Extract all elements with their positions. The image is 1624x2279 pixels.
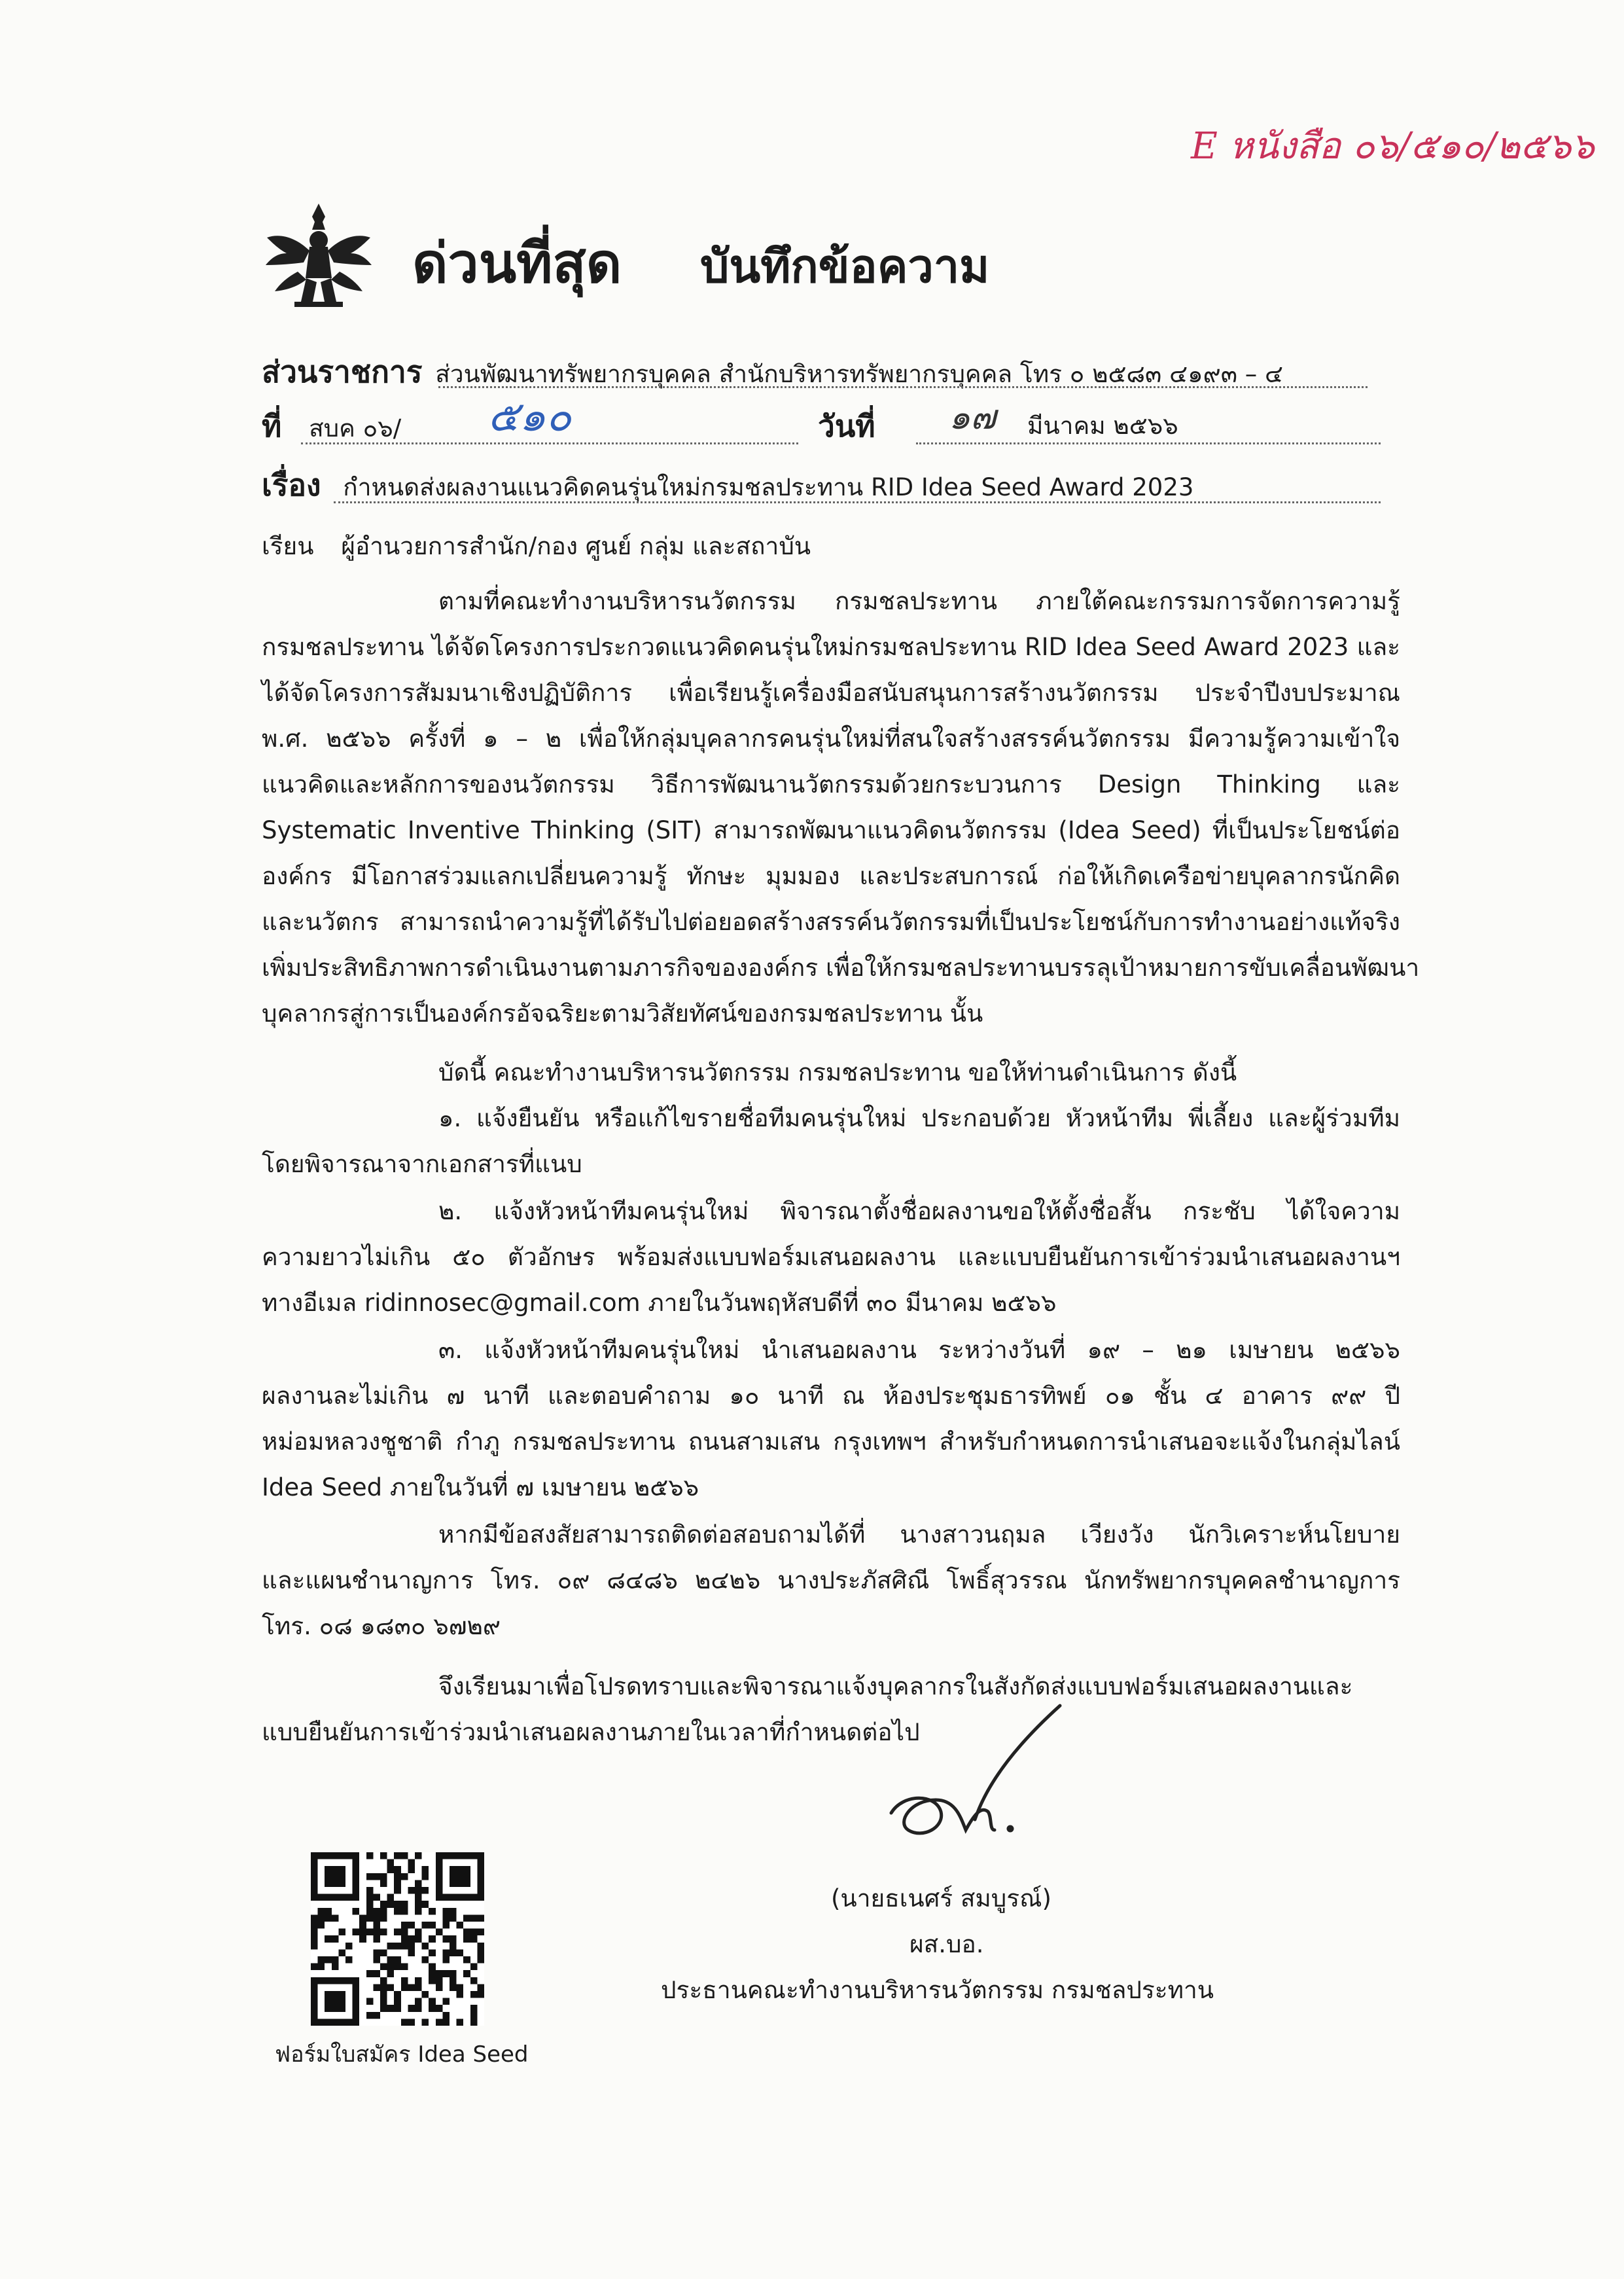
ref-row — [262, 408, 402, 444]
qr-code-icon — [311, 1852, 484, 2026]
body-line: ความยาวไม่เกิน ๕๐ ตัวอักษร พร้อมส่งแบบฟอร์มเสนอผลงาน และแบบยืนยันการเข้าร่วมนำเสนอผลงานฯ — [262, 1243, 1400, 1271]
body-line: ๑. แจ้งยืนยัน หรือแก้ไขรายชื่อทีมคนรุ่นใหม่ ประกอบด้วย หัวหน้าทีม พี่เลี้ยง และผู้ร่วมทีม — [438, 1104, 1400, 1132]
urgency-label: ด่วนที่สุด — [412, 231, 622, 295]
signatory-title: ประธานคณะทำงานบริหารนวัตกรรม กรมชลประทาน — [661, 1976, 1214, 2004]
ref-value: สบค ๐๖/ — [309, 414, 402, 442]
body-line: ผลงานละไม่เกิน ๗ นาที และตอบคำถาม ๑๐ นาที ณ ห้องประชุมธารทิพย์ ๐๑ ชั้น ๔ อาคาร ๙๙ ปี — [262, 1382, 1400, 1410]
body-line: บัดนี้ คณะทำงานบริหารนวัตกรรม กรมชลประทาน ขอให้ท่านดำเนินการ ดังนี้ — [438, 1058, 1237, 1086]
body-line: โดยพิจารณาจากเอกสารที่แนบ — [262, 1150, 582, 1178]
salutation-row — [262, 534, 811, 558]
handwritten-document-number: E หนังสือ ๐๖/๕๑๐/๒๕๖๖ — [1191, 125, 1595, 168]
subject-row — [262, 467, 1194, 503]
ref-dotted-line — [301, 442, 798, 444]
date-dotted-line — [916, 442, 1381, 444]
ref-handwritten-number: ๕๑๐ — [487, 393, 572, 441]
body-line: โทร. ๐๘ ๑๘๓๐ ๖๗๒๙ — [262, 1612, 501, 1640]
memo-title: บันทึกข้อความ — [700, 240, 990, 293]
body-line: พ.ศ. ๒๕๖๖ ครั้งที่ ๑ – ๒ เพื่อให้กลุ่มบุคลากรคนรุ่นใหม่ที่สนใจสร้างสรรค์นวัตกรรม มีความรู้ความเข้าใจ — [262, 725, 1400, 753]
body-line: ทางอีเมล ridinnosec@gmail.com ภายในวันพฤหัสบดีที่ ๓๐ มีนาคม ๒๕๖๖ — [262, 1289, 1057, 1317]
agency-value: ส่วนพัฒนาทรัพยากรบุคคล สำนักบริหารทรัพยากรบุคคล โทร ๐ ๒๕๘๓ ๔๑๙๓ – ๔ — [435, 360, 1284, 388]
body-line: Systematic Inventive Thinking (SIT) สามารถพัฒนาแนวคิดนวัตกรรม (Idea Seed) ที่เป็นประโยชน์ต่อ — [262, 816, 1400, 844]
garuda-emblem-icon — [262, 200, 376, 314]
subject-label: เรื่อง — [262, 467, 321, 503]
body-line: ๒. แจ้งหัวหน้าทีมคนรุ่นใหม่ พิจารณาตั้งชื่อผลงานขอให้ตั้งชื่อสั้น กระชับ ได้ใจความ — [438, 1197, 1400, 1225]
body-line: จึงเรียนมาเพื่อโปรดทราบและพิจารณาแจ้งบุคลากรในสังกัดส่งแบบฟอร์มเสนอผลงานและ — [438, 1672, 1353, 1700]
signatory-name: (นายธเนศร์ สมบูรณ์) — [831, 1884, 1051, 1912]
handwritten-signature — [877, 1702, 1086, 1859]
date-label: วันที่ — [818, 408, 875, 444]
body-line: แนวคิดและหลักการของนวัตกรรม วิธีการพัฒนานวัตกรรมด้วยกระบวนการ Design Thinking และ — [262, 770, 1400, 799]
body-line: บุคลากรสู่การเป็นองค์กรอัจฉริยะตามวิสัยทัศน์ของกรมชลประทาน นั้น — [262, 999, 983, 1028]
body-line: ได้จัดโครงการสัมมนาเชิงปฏิบัติการ เพื่อเรียนรู้เครื่องมือสนับสนุนการสร้างนวัตกรรม ประจำปีงบประมาณ — [262, 679, 1400, 707]
body-line: หม่อมหลวงชูชาติ กำภู กรมชลประทาน ถนนสามเสน กรุงเทพฯ สำหรับกำหนดการนำเสนอจะแจ้งในกลุ่มไลน์ — [262, 1427, 1400, 1456]
body-line: แบบยืนยันการเข้าร่วมนำเสนอผลงานภายในเวลาที่กำหนดต่อไป — [262, 1718, 920, 1746]
salutation-value: ผู้อำนวยการสำนัก/กอง ศูนย์ กลุ่ม และสถาบัน — [341, 532, 811, 560]
subject-dotted-line — [334, 501, 1381, 503]
body-line: หากมีข้อสงสัยสามารถติดต่อสอบถามได้ที่ นางสาวนฤมล เวียงวัง นักวิเคราะห์นโยบาย — [438, 1520, 1400, 1549]
salutation-label: เรียน — [262, 532, 314, 560]
body-line: องค์กร มีโอกาสร่วมแลกเปลี่ยนความรู้ ทักษะ มุมมอง และประสบการณ์ ก่อให้เกิดเครือข่ายบุคลากรนักคิด — [262, 862, 1400, 890]
agency-dotted-line — [438, 386, 1368, 388]
body-line: Idea Seed ภายในวันที่ ๗ เมษายน ๒๕๖๖ — [262, 1473, 699, 1501]
ref-label: ที่ — [262, 408, 282, 444]
body-line: ตามที่คณะทำงานบริหารนวัตกรรม กรมชลประทาน ภายใต้คณะกรรมการจัดการความรู้ — [438, 587, 1400, 615]
body-line: กรมชลประทาน ได้จัดโครงการประกวดแนวคิดคนรุ่นใหม่กรมชลประทาน RID Idea Seed Award 2023 และ — [262, 633, 1400, 661]
subject-value: กำหนดส่งผลงานแนวคิดคนรุ่นใหม่กรมชลประทาน RID Idea Seed Award 2023 — [343, 473, 1194, 501]
qr-caption: ฟอร์มใบสมัคร Idea Seed — [275, 2041, 529, 2068]
body-line: เพิ่มประสิทธิภาพการดำเนินงานตามภารกิจขององค์กร เพื่อให้กรมชลประทานบรรลุเป้าหมายการขับเคลื่อนพัฒนา — [262, 954, 1420, 982]
agency-row — [262, 354, 1284, 389]
body-line: ๓. แจ้งหัวหน้าทีมคนรุ่นใหม่ นำเสนอผลงาน ระหว่างวันที่ ๑๙ – ๒๑ เมษายน ๒๕๖๖ — [438, 1336, 1400, 1364]
date-row — [818, 408, 875, 444]
date-value: มีนาคม ๒๕๖๖ — [1027, 412, 1178, 440]
signatory-position: ผส.บอ. — [909, 1930, 984, 1958]
date-handwritten-day: ๑๗ — [949, 398, 997, 437]
body-line: และแผนชำนาญการ โทร. ๐๙ ๘๔๘๖ ๒๔๒๖ นางประภัสศิณี โพธิ์สุวรรณ นักทรัพยากรบุคคลชำนาญการ — [262, 1566, 1400, 1594]
body-line: และนวัตกร สามารถนำความรู้ที่ได้รับไปต่อยอดสร้างสรรค์นวัตกรรมที่เป็นประโยชน์กับการทำงานอย่างแท้จริง — [262, 908, 1400, 936]
agency-label: ส่วนราชการ — [262, 354, 423, 389]
